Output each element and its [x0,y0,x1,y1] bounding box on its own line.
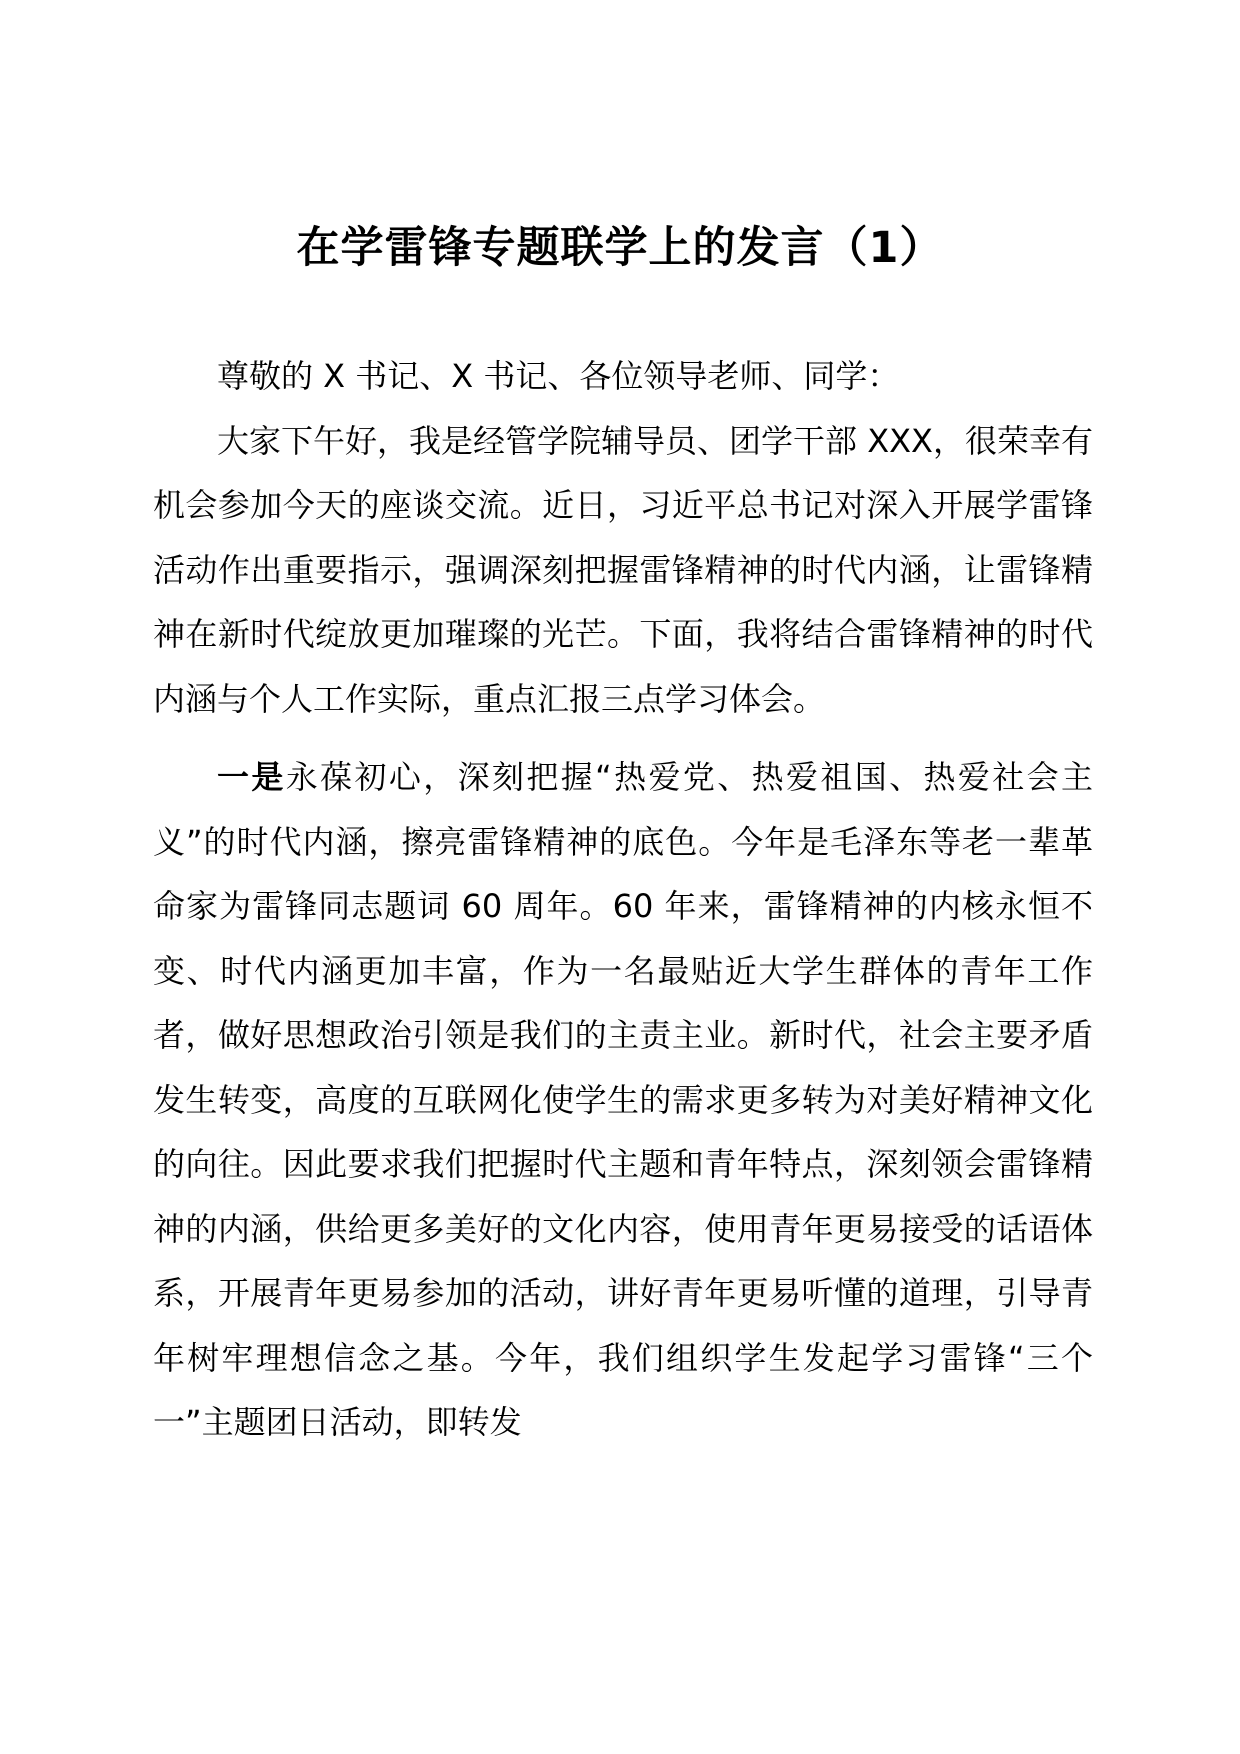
point-one-lead: 一是 [217,758,286,796]
document-title: 在学雷锋专题联学上的发言（1） [296,223,944,273]
point-one-paragraph [153,745,1093,1455]
intro-paragraph: 大家下午好，我是经管学院辅导员、团学干部 XXX，很荣幸有机会参加今天的座谈交流。近日，习近平总书记对深入开展学雷锋活动作出重要指示，强调深刻把握雷锋精神的时代内涵，让雷锋精神在新时代绽放更加璀璨的光芒。下面，我将结合雷锋精神的时代内涵与个人工作实际，重点汇报三点学习体会。 [153,421,1093,718]
document-body [153,344,1093,1455]
salutation-paragraph: 尊敬的 X 书记、X 书记、各位领导老师、同学： [217,357,900,395]
point-one-text: 永葆初心，深刻把握“热爱党、热爱祖国、热爱社会主义”的时代内涵，擦亮雷锋精神的底色。今年是毛泽东等老一辈革命家为雷锋同志题词 60 周年。60 年来，雷锋精神的内核永恒不变、时代内涵更加丰富，作为一名最贴近大学生群体的青年工作者，做好思想政治引领是我们的主责主业。新时代，社会主要矛盾发生转变，高度的互联网化使学生的需求更多转为对美好精神文化的向往。因此要求我们把握时代主题和青年特点，深刻领会雷锋精神的内涵，供给更多美好的文化内容，使用青年更易接受的话语体系，开展青年更易参加的活动，讲好青年更易听懂的道理，引导青年树牢理想信念之基。今年，我们组织学生发起学习雷锋“三个一”主题团日活动，即转发 [153,758,1093,1441]
